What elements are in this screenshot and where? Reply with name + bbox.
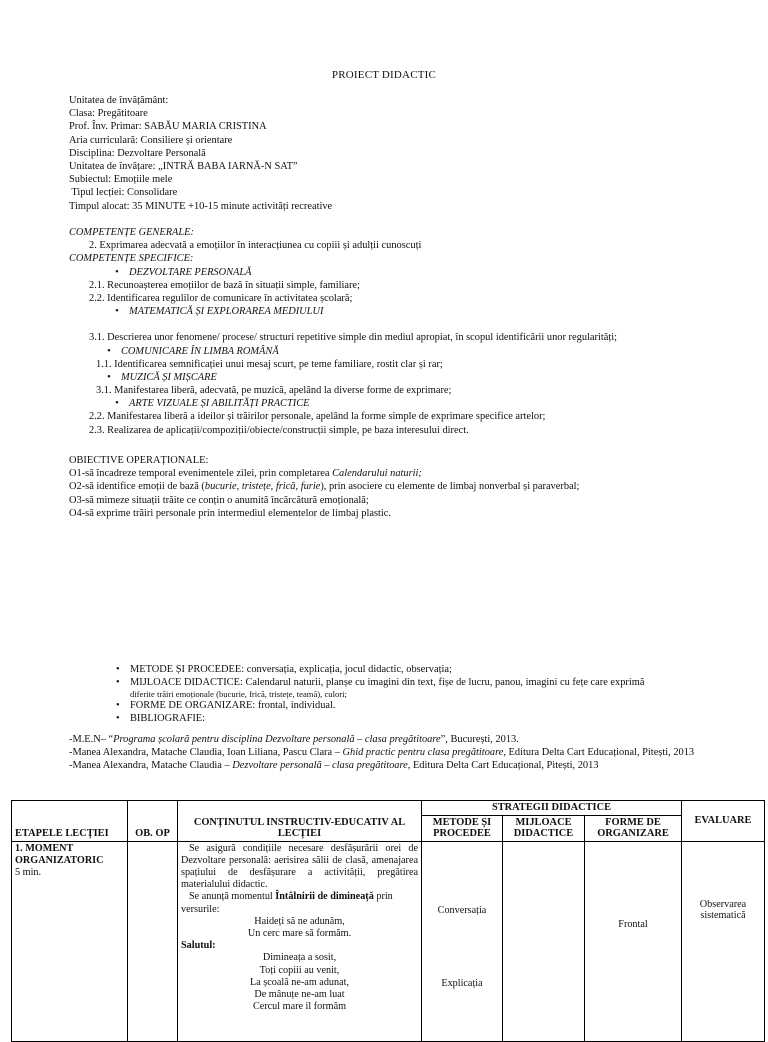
header-line: Clasa: Pregătitoare <box>69 108 148 120</box>
header-line: Aria curriculară: Consiliere și orientare <box>69 134 233 146</box>
bullet-icon: • <box>115 398 119 410</box>
competenta-item: 3.1. Descrierea unor fenomene/ procese/ structuri repetitive simple din mediul apropiat, în scopul identificării unor regularități; <box>89 332 618 344</box>
competenta-item: 1.1. Identificarea semnificației unui mesaj scurt, pe teme familiare, rostit clar și rar; <box>96 358 443 370</box>
competenta-item: 2.3. Realizarea de aplicații/compoziții/obiecte/construcții simple, pe baza interesului direct. <box>89 424 469 436</box>
header-line: Unitatea de învățământ: <box>69 95 169 106</box>
bullet-icon: • <box>116 700 120 712</box>
bullet-icon: • <box>116 676 120 688</box>
evaluare-cell <box>682 841 765 1041</box>
lesson-table <box>11 800 765 1042</box>
section-heading: • MUZICĂ ȘI MIȘCARE <box>107 371 217 383</box>
competente-section <box>69 226 617 437</box>
header-continut: CONȚINUTUL INSTRUCTIV-EDUCATIV AL LECȚIEI <box>178 801 422 842</box>
bullet-icon: • <box>115 266 119 278</box>
competenta-item: 2.2. Manifestarea liberă a ideilor și trăirilor personale, apelând la forme simple de exprimare specifice artelor; <box>89 411 546 423</box>
section-heading: • COMUNICARE ÎN LIMBA ROMÂNĂ <box>107 345 279 357</box>
forme-cell <box>585 841 682 1041</box>
stage-cell <box>12 841 128 1041</box>
verse-line: Cercul mare il formăm <box>252 1001 347 1013</box>
stage-time: 5 min. <box>15 866 42 878</box>
bullet-icon: • <box>107 371 111 383</box>
competenta-item: 2.1. Recunoașterea emoțiilor de bază în situații simple, familiare; <box>89 279 360 291</box>
verse-line: Dimineața a sosit, <box>262 952 337 964</box>
content-cell <box>178 841 422 1041</box>
resources-list <box>116 664 716 725</box>
biblio-item: -Manea Alexandra, Matache Claudia, Ioan Liliana, Pascu Clara – Ghid practic pentru clasa pregătitoare, Editura Delta Cart Educațional, Pitești, 2013 <box>69 746 695 758</box>
header-metode: METODE ȘI PROCEDEE <box>422 815 503 841</box>
list-item: • FORME DE ORGANIZARE: frontal, individual. <box>116 700 336 712</box>
competenta-item: 2.2. Identificarea regulilor de comunicare în activitatea școlară; <box>89 292 353 304</box>
salutul-label: Salutul: <box>181 940 216 952</box>
obiective-section <box>69 454 579 520</box>
bullet-icon: • <box>107 345 111 357</box>
stage-title: 1. MOMENT ORGANIZATORIC <box>15 842 104 866</box>
competente-specifice-heading: COMPETENȚE SPECIFICE: <box>69 253 194 265</box>
obiectiv-o1: O1-să încadreze temporal evenimentele zilei, prin completarea Calendarului naturii; <box>69 468 422 480</box>
header-line: Tipul lecției: Consolidare <box>69 187 178 199</box>
evaluare-item: Observarea sistematică <box>699 898 747 921</box>
verse-line: Un cerc mare să formăm. <box>247 927 352 939</box>
metoda-item: Conversația <box>437 904 487 916</box>
competenta-generala: 2. Exprimarea adecvată a emoțiilor în interacțiunea cu copiii și adulții cunoscuți <box>89 240 422 252</box>
forma-item: Frontal <box>618 918 648 930</box>
bullet-icon: • <box>116 712 120 724</box>
header-line: Timpul alocat: 35 MINUTE +10-15 minute activități recreative <box>69 200 333 212</box>
header-ob: OB. OP <box>128 801 178 842</box>
header-forme: FORME DE ORGANIZARE <box>585 815 682 841</box>
mijloace-cell <box>503 841 585 1041</box>
header-strategii: STRATEGII DIDACTICE <box>422 801 682 816</box>
bullet-icon: • <box>115 306 119 318</box>
header-line: Subiectul: Emoțiile mele <box>69 174 173 186</box>
content-paragraph: Se anunță momentul Întâlnirii de dimineață prin versurile: <box>181 891 393 915</box>
obiectiv-o3: O3-să mimeze situații trăite ce conțin o anumită încărcătură emoțională; <box>69 494 369 506</box>
obiectiv-o4: O4-să exprime trăiri personale prin intermediul elementelor de limbaj plastic. <box>69 507 391 519</box>
competente-generale-heading: COMPETENȚE GENERALE: <box>69 227 194 238</box>
section-heading: • ARTE VIZUALE ȘI ABILITĂȚI PRACTICE <box>115 398 310 410</box>
table-row <box>12 841 765 1041</box>
obiectiv-o2: O2-să identifice emoții de bază (bucurie, tristețe, frică, furie), prin asociere cu elemente de limbaj nonverbal și paraverbal; <box>69 481 580 493</box>
verse-line: Toți copiii au venit, <box>259 964 340 976</box>
content-paragraph: Se asigură condițiile necesare desfășurării orei de Dezvoltare personală: aerisirea sălii de clasă, amenajarea spațiului de desfășurare a activității, pregătirea materialului didactic. <box>181 842 418 891</box>
metode-cell <box>422 841 503 1041</box>
list-item: • MIJLOACE DIDACTICE: Calendarul naturii, planșe cu imagini din text, fișe de lucru, panou, imagini cu fețe care exprimă diferite trăiri emoționale (bucurie, frică, tristețe, teamă), culori; <box>116 676 645 700</box>
bullet-icon: • <box>116 664 120 675</box>
header-info <box>69 94 332 213</box>
section-heading: • DEZVOLTARE PERSONALĂ <box>115 266 252 278</box>
header-line: Disciplina: Dezvoltare Personală <box>69 147 206 159</box>
page-title: PROIECT DIDACTIC <box>331 69 437 81</box>
header-mijloace: MIJLOACE DIDACTICE <box>503 815 585 841</box>
competenta-item: 3.1. Manifestarea liberă, adecvată, pe muzică, apelând la diverse forme de exprimare; <box>96 385 452 397</box>
obiective-heading: OBIECTIVE OPERAȚIONALE: <box>69 455 209 466</box>
verse-line: Haideți să ne adunăm, <box>254 915 345 927</box>
section-heading: • MATEMATICĂ ȘI EXPLORAREA MEDIULUI <box>115 306 324 318</box>
header-line: Prof. Înv. Primar: SABĂU MARIA CRISTINA <box>69 121 267 133</box>
list-item: • METODE ȘI PROCEDEE: conversația, explicația, jocul didactic, observația; <box>116 664 452 675</box>
list-item: • BIBLIOGRAFIE: <box>116 712 206 724</box>
verse-line: La școală ne-am adunat, <box>250 976 349 988</box>
biblio-item: -Manea Alexandra, Matache Claudia – Dezvoltare personală – clasa pregătitoare, Editura Delta Cart Educațional, Pitești, 2013 <box>69 759 599 771</box>
header-line: Unitatea de învățare: „INTRĂ BABA IARNĂ-N SAT” <box>69 160 298 172</box>
header-evaluare: EVALUARE <box>682 801 765 842</box>
verse-line: De mânuțe ne-am luat <box>254 988 345 1000</box>
metoda-item: Explicația <box>441 977 483 989</box>
ob-cell <box>128 841 178 1041</box>
biblio-item: -M.E.N– “Programa școlară pentru disciplina Dezvoltare personală – clasa pregătitoare”, București, 2013. <box>69 734 519 745</box>
bibliography <box>69 734 709 772</box>
header-etapele: ETAPELE LECȚIEI <box>12 801 128 842</box>
